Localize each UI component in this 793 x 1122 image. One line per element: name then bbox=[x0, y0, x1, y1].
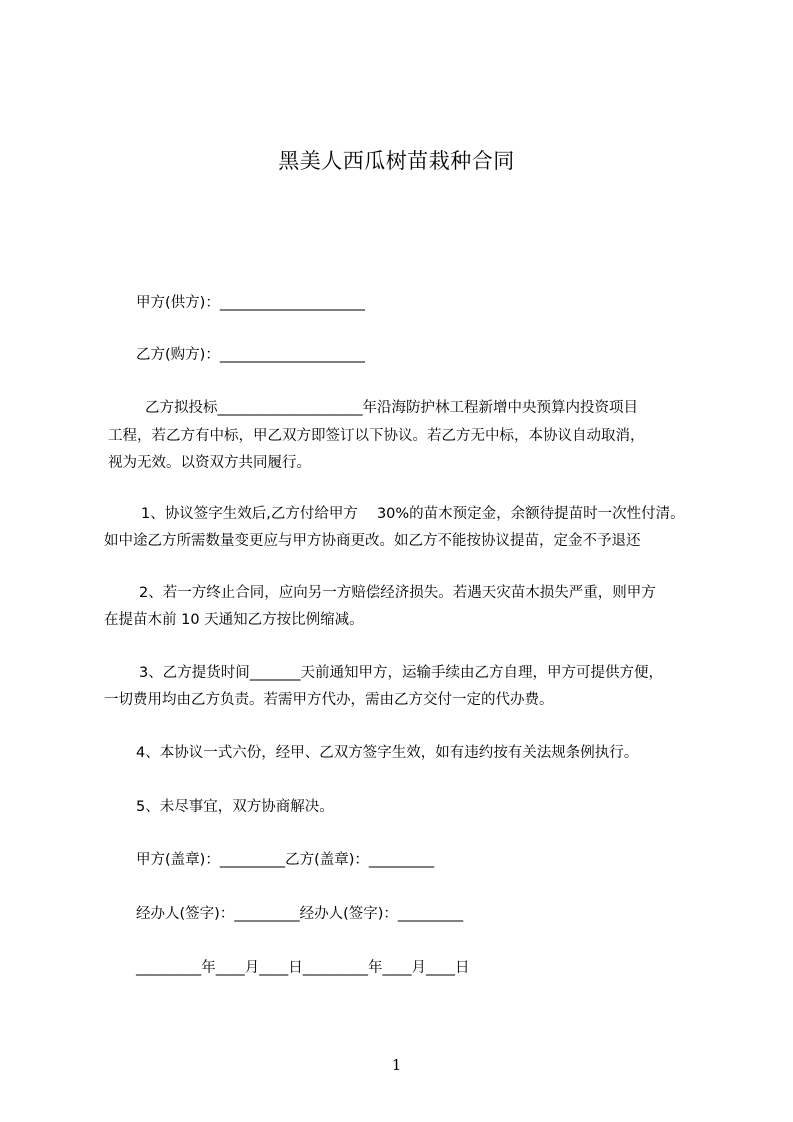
party-b-line: 乙方(购方)：____________________ bbox=[136, 347, 365, 363]
intro-line-3: 视为无效。以资双方共同履行。 bbox=[108, 455, 311, 471]
date-line: _________年____月____日_________年____月____日 bbox=[136, 960, 470, 976]
clause-5-line: 5、未尽事宜，双方协商解决。 bbox=[136, 799, 334, 815]
seal-line: 甲方(盖章)：_________乙方(盖章)：_________ bbox=[136, 852, 435, 868]
clause-2-line-2: 在提苗木前 10 天通知乙方按比例缩减。 bbox=[104, 612, 364, 628]
clause-1-line-1: 1、协议签字生效后,乙方付给甲方 30%的苗木预定金，余额待提苗时一次性付清。 bbox=[141, 506, 685, 522]
clause-3-line-2: 一切费用均由乙方负责。若需甲方代办，需由乙方交付一定的代办费。 bbox=[104, 692, 554, 708]
intro-line-2: 工程，若乙方有中标，甲乙双方即签订以下协议。若乙方无中标，本协议自动取消， bbox=[108, 428, 645, 444]
page-number: 1 bbox=[391, 1056, 402, 1074]
signature-line: 经办人(签字)：_________经办人(签字)：_________ bbox=[136, 906, 464, 922]
clause-2-line-1: 2、若一方终止合同，应向另一方赔偿经济损失。若遇天灾苗木损失严重，则甲方 bbox=[139, 585, 656, 601]
document-title: 黑美人西瓜树苗栽种合同 bbox=[278, 149, 515, 173]
clause-3-line-1: 3、乙方提货时间_______天前通知甲方，运输手续由乙方自理，甲方可提供方便， bbox=[139, 665, 663, 681]
clause-1-line-2: 如中途乙方所需数量变更应与甲方协商更改。如乙方不能按协议提苗，定金不予退还 bbox=[104, 533, 641, 549]
party-a-line: 甲方(供方)：____________________ bbox=[136, 295, 365, 311]
intro-line-1: 乙方拟投标____________________年沿海防护林工程新增中央预算内投资项目 bbox=[145, 400, 638, 416]
clause-4-line: 4、本协议一式六份，经甲、乙双方签字生效，如有违约按有关法规条例执行。 bbox=[136, 745, 639, 761]
